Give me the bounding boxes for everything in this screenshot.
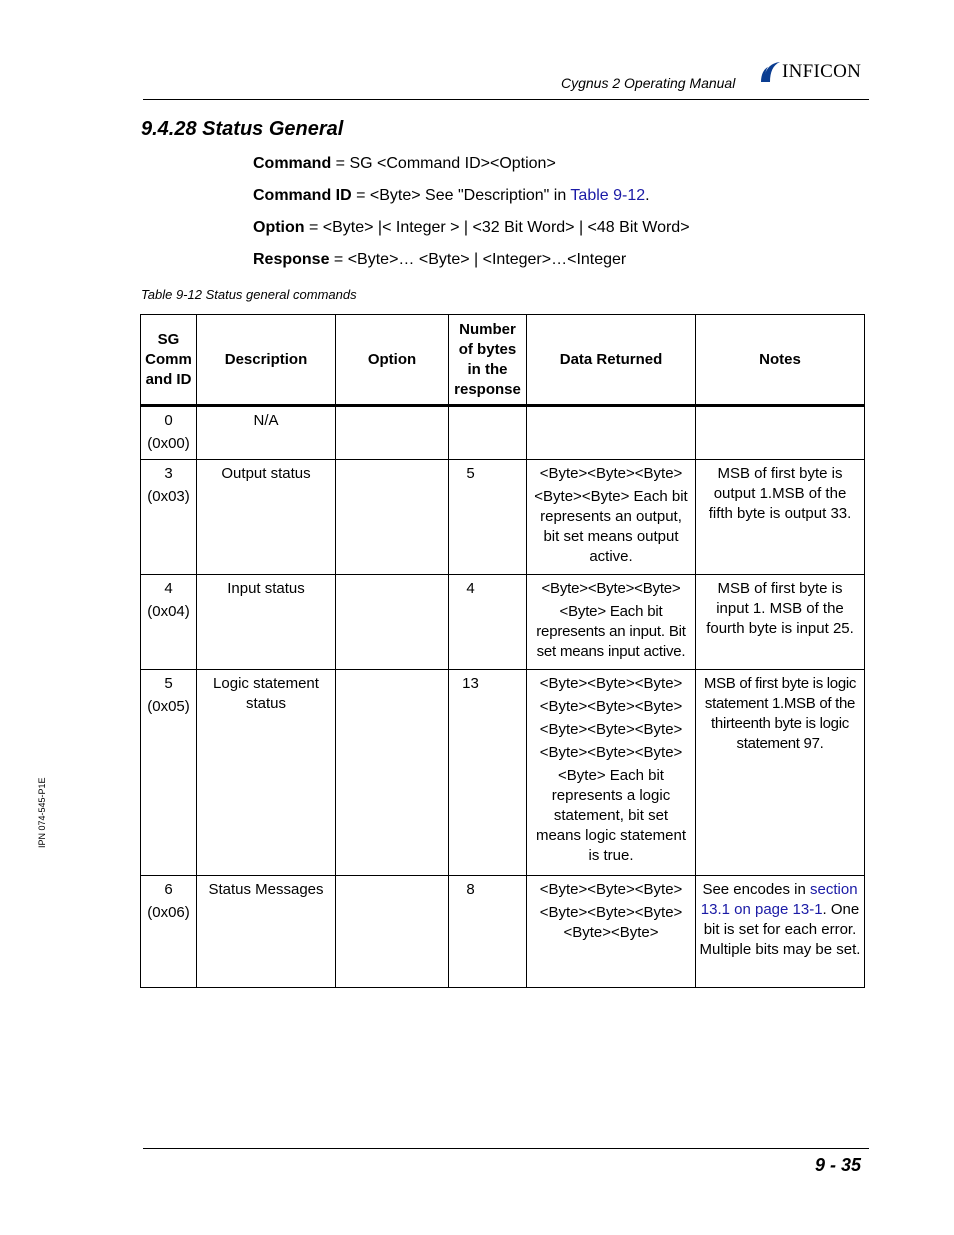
command-id-line xyxy=(253,187,650,205)
header-option: Option xyxy=(336,315,449,406)
inficon-logo xyxy=(760,59,874,85)
table-row xyxy=(141,460,865,575)
section-link[interactable]: section 13.1 on page 13-1 xyxy=(700,881,858,918)
document-ipn: IPN 074-545-P1E xyxy=(37,777,47,848)
cell-id: 5 (0x05) xyxy=(141,670,197,876)
cell-notes: MSB of first byte is logic statement 1.MSB of the thirteenth byte is logic statement 97. xyxy=(696,670,865,876)
command-line xyxy=(253,155,556,173)
cell-option xyxy=(336,460,449,575)
table-row xyxy=(141,575,865,670)
response-label: Response xyxy=(253,251,330,268)
cell-bytes xyxy=(449,406,527,460)
cell-option xyxy=(336,670,449,876)
option-line xyxy=(253,219,690,237)
page-number: 9 - 35 xyxy=(815,1155,862,1175)
cell-id: 6 (0x06) xyxy=(141,876,197,988)
command-id-end: . xyxy=(645,187,650,204)
cell-bytes: 13 xyxy=(449,670,527,876)
cell-data: <Byte><Byte><Byte> <Byte><Byte> Each bit represents an output, bit set means output active. xyxy=(527,460,696,575)
cell-data: <Byte><Byte><Byte> <Byte> Each bit represents an input. Bit set means input active. xyxy=(527,575,696,670)
header-data-returned: Data Returned xyxy=(527,315,696,406)
inficon-logo-icon xyxy=(760,60,782,84)
cell-description: Input status xyxy=(197,575,336,670)
response-line xyxy=(253,251,626,269)
cell-notes xyxy=(696,406,865,460)
table-row xyxy=(141,876,865,988)
cell-bytes: 8 xyxy=(449,876,527,988)
cell-description: N/A xyxy=(197,406,336,460)
cell-option xyxy=(336,406,449,460)
cell-description: Status Messages xyxy=(197,876,336,988)
logo-text: INFICON xyxy=(782,61,862,82)
command-id-value: = <Byte> See "Description" in xyxy=(351,187,571,204)
header-bytes: Number of bytes in the response xyxy=(449,315,527,406)
cell-id: 4 (0x04) xyxy=(141,575,197,670)
cell-notes: MSB of first byte is output 1.MSB of the fifth byte is output 33. xyxy=(696,460,865,575)
option-value: = <Byte> |< Integer > | <32 Bit Word> | <48 Bit Word> xyxy=(304,219,690,236)
command-value: = SG <Command ID><Option> xyxy=(331,155,556,172)
header-description: Description xyxy=(197,315,336,406)
cell-description: Output status xyxy=(197,460,336,575)
table-link[interactable]: Table 9-12 xyxy=(570,187,646,204)
cell-description: Logic statement status xyxy=(197,670,336,876)
header-rule xyxy=(143,99,869,100)
section-heading: 9.4.28 Status General xyxy=(141,118,344,140)
cell-bytes: 4 xyxy=(449,575,527,670)
table-row xyxy=(141,670,865,876)
table-caption: Table 9-12 Status general commands xyxy=(141,287,357,302)
response-value: = <Byte>… <Byte> | <Integer>…<Integer xyxy=(329,251,627,268)
command-id-label: Command ID xyxy=(253,187,352,204)
cell-option xyxy=(336,575,449,670)
cell-data: <Byte><Byte><Byte> <Byte><Byte><Byte> <Byte><Byte> xyxy=(527,876,696,988)
command-label: Command xyxy=(253,155,332,172)
cell-id: 3 (0x03) xyxy=(141,460,197,575)
status-general-table xyxy=(140,314,865,988)
footer-rule xyxy=(143,1148,869,1149)
cell-option xyxy=(336,876,449,988)
cell-notes: MSB of first byte is input 1. MSB of the fourth byte is input 25. xyxy=(696,575,865,670)
cell-id: 0 (0x00) xyxy=(141,406,197,460)
table-row xyxy=(141,406,865,460)
manual-title: Cygnus 2 Operating Manual xyxy=(561,75,736,91)
cell-notes: See encodes in section 13.1 on page 13-1. One bit is set for each error. Multiple bits may be set. xyxy=(696,876,865,988)
option-label: Option xyxy=(253,219,305,236)
table-header-row xyxy=(141,315,865,406)
header-notes: Notes xyxy=(696,315,865,406)
header-sg-id: SG Comm and ID xyxy=(141,315,197,406)
cell-bytes: 5 xyxy=(449,460,527,575)
cell-data: <Byte><Byte><Byte> <Byte><Byte><Byte> <Byte><Byte><Byte> <Byte><Byte><Byte> <Byte> Each bit represents a logic statement, bit set means logic statement is true. xyxy=(527,670,696,876)
cell-data xyxy=(527,406,696,460)
